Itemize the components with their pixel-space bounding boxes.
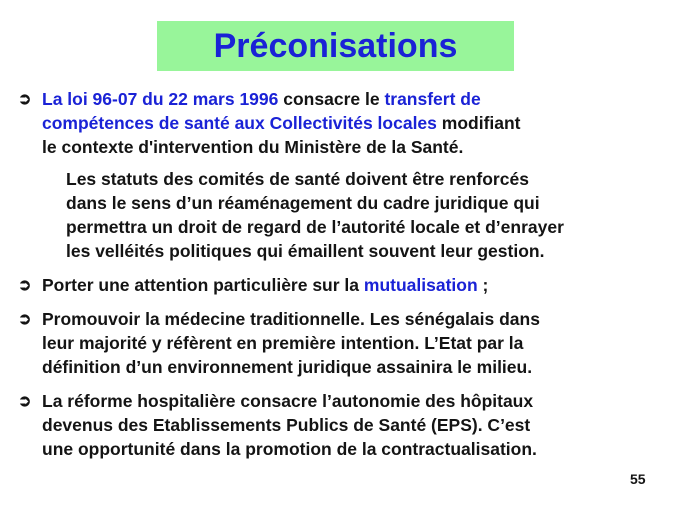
item-1-line-2 xyxy=(42,111,688,135)
item-4-line-2: devenus des Etablissements Publics de Santé (EPS). C’est xyxy=(42,415,531,435)
page-number: 55 xyxy=(630,471,646,487)
item-1-line-1 xyxy=(42,87,688,111)
slide-content xyxy=(18,87,688,461)
item-3-line-2: leur majorité y réfèrent en première intention. L’Etat par la xyxy=(42,333,524,353)
paragraph-line: permettra un droit de regard de l’autorité locale et d’enrayer xyxy=(66,217,564,237)
highlight-mutualisation: mutualisation xyxy=(363,275,478,295)
text-semicolon: ; xyxy=(477,275,489,295)
slide-title: Préconisations xyxy=(213,26,458,65)
item-2-line-1 xyxy=(42,273,688,297)
paragraph-line: les velléités politiques qui émaillent souvent leur gestion. xyxy=(66,241,545,261)
highlight-transfert: transfert de xyxy=(384,89,481,109)
bullet-item-1 xyxy=(18,87,688,263)
text-consacre: consacre le xyxy=(278,89,385,109)
arrow-bullet-icon: ➲ xyxy=(18,277,32,294)
highlight-law: La loi 96-07 du 22 mars 1996 xyxy=(42,89,279,109)
bullet-item-4 xyxy=(18,389,688,461)
bullet-item-3 xyxy=(18,307,688,379)
item-1-paragraph xyxy=(42,167,688,263)
bullet-item-2 xyxy=(18,273,688,297)
paragraph-line: Les statuts des comités de santé doivent être renforcés xyxy=(66,169,529,189)
text-porter: Porter une attention particulière sur la xyxy=(42,275,364,295)
arrow-bullet-icon: ➲ xyxy=(18,91,32,108)
text-modifiant: modifiant xyxy=(436,113,521,133)
item-3-line-3: définition d’un environnement juridique assainira le milieu. xyxy=(42,357,533,377)
arrow-bullet-icon: ➲ xyxy=(18,393,32,410)
item-4-line-3: une opportunité dans la promotion de la contractualisation. xyxy=(42,439,537,459)
item-3-line-1: Promouvoir la médecine traditionnelle. Les sénégalais dans xyxy=(42,309,540,329)
item-4-line-1: La réforme hospitalière consacre l’autonomie des hôpitaux xyxy=(42,391,534,411)
item-1-line-3: le contexte d'intervention du Ministère de la Santé. xyxy=(42,137,464,157)
paragraph-line: dans le sens d’un réaménagement du cadre juridique qui xyxy=(66,193,540,213)
highlight-competences: compétences de santé aux Collectivités locales xyxy=(42,113,437,133)
arrow-bullet-icon: ➲ xyxy=(18,311,32,328)
title-box xyxy=(157,21,514,71)
